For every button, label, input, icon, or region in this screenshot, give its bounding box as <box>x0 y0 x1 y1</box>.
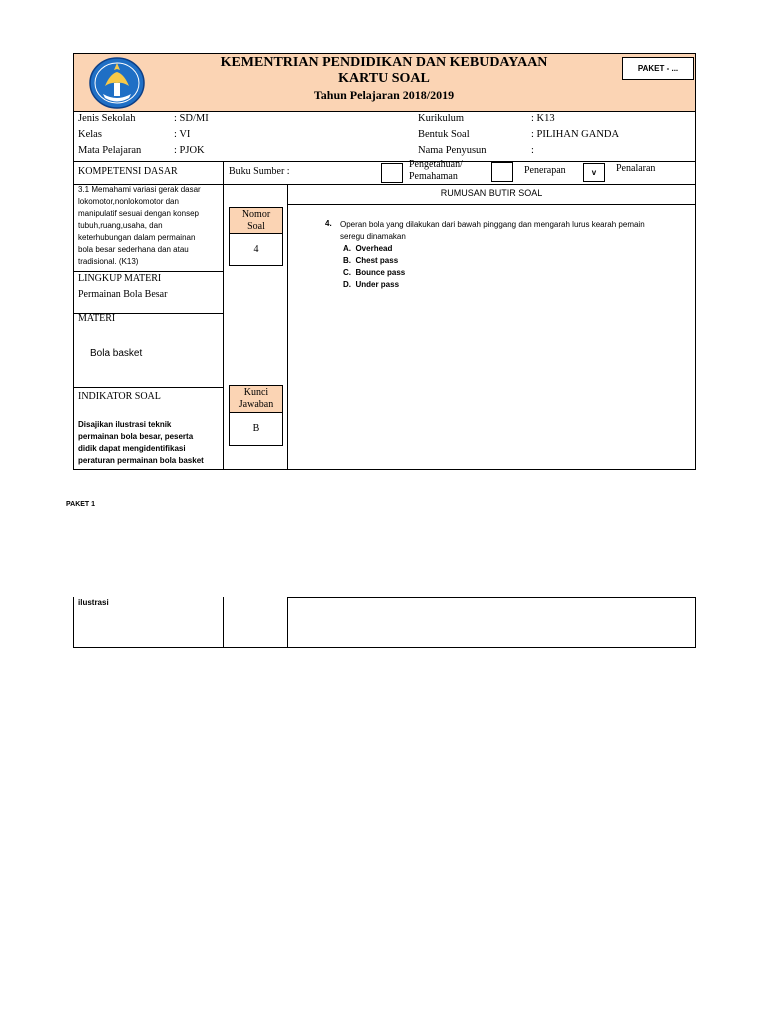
indikator-line: peraturan permainan bola basket <box>78 456 204 465</box>
option-text: Under pass <box>355 280 400 289</box>
kd-line: lokomotor,nonlokomotor dan <box>78 197 179 206</box>
card-header <box>73 53 696 112</box>
question-cell <box>287 204 696 470</box>
kd-content-cell <box>73 184 224 272</box>
ilustrasi-row <box>73 597 696 648</box>
indikator-heading: INDIKATOR SOAL <box>78 391 161 402</box>
option-letter: A. <box>343 244 351 253</box>
penerapan-checkbox <box>491 162 513 182</box>
indikator-line: didik dapat mengidentifikasi <box>78 444 186 453</box>
info-value-school: : SD/MI <box>174 113 209 124</box>
materi-value: Bola basket <box>90 348 143 359</box>
option-letter: B. <box>343 256 351 265</box>
nomor-soal-label <box>229 207 283 234</box>
rumusan-heading-cell <box>287 184 696 205</box>
soal-label-line: Soal <box>247 221 265 232</box>
lingkup-value: Permainan Bola Besar <box>78 289 168 300</box>
pengetahuan-checkbox <box>381 163 403 183</box>
option-text: Bounce pass <box>355 268 406 277</box>
question-line: Operan bola yang dilakukan dari bawah pinggang dan mengarah lurus kearah pemain <box>340 220 645 229</box>
pemahaman-line: Pemahaman <box>409 171 458 182</box>
info-label-subject: Mata Pelajaran <box>78 145 142 156</box>
info-section <box>73 112 696 162</box>
lingkup-cell <box>73 271 224 314</box>
kd-text <box>78 184 224 268</box>
ilustrasi-content-cell <box>287 597 696 647</box>
materi-heading: MATERI <box>78 313 116 324</box>
kunci-label-line: Kunci <box>243 387 269 398</box>
option-item <box>343 243 405 255</box>
nomor-label-line: Nomor <box>241 209 271 220</box>
indikator-line: permainan bola besar, peserta <box>78 432 194 441</box>
info-value-curriculum: : K13 <box>531 113 555 124</box>
option-text: Chest pass <box>355 256 399 265</box>
info-label-form: Bentuk Soal <box>418 129 470 140</box>
kd-heading-cell <box>73 162 224 185</box>
kd-heading: KOMPETENSI DASAR <box>78 166 178 177</box>
option-letter: C. <box>343 268 351 277</box>
kunci-jawaban-value: B <box>229 412 283 446</box>
rumusan-heading: RUMUSAN BUTIR SOAL <box>440 188 543 198</box>
option-letter: D. <box>343 280 351 289</box>
indikator-text <box>78 419 224 467</box>
penalaran-checkbox: v <box>583 163 605 182</box>
kd-line: tubuh,ruang,usaha, dan <box>78 221 163 230</box>
source-level-row <box>223 159 696 185</box>
option-item <box>343 267 405 279</box>
lingkup-heading: LINGKUP MATERI <box>78 273 162 284</box>
card-title: KARTU SOAL <box>338 71 430 86</box>
info-value-subject: : PJOK <box>174 145 205 156</box>
indikator-cell <box>73 387 224 470</box>
materi-cell <box>73 313 224 388</box>
pengetahuan-line: Pengetahuan/ <box>409 159 463 170</box>
kd-line: 3.1 Memahami variasi gerak dasar <box>78 185 201 194</box>
paket-1-label: PAKET 1 <box>66 501 96 508</box>
kd-line: keterhubungan dalam permainan <box>78 233 196 242</box>
info-value-author: : <box>531 145 534 156</box>
kd-line: manipulatif sesuai dengan konsep <box>78 209 199 218</box>
penerapan-label: Penerapan <box>524 165 566 176</box>
info-value-class: : VI <box>174 129 191 140</box>
nomor-soal-value: 4 <box>229 233 283 266</box>
ministry-title: KEMENTRIAN PENDIDIKAN DAN KEBUDAYAAN <box>220 55 548 70</box>
indikator-line: Disajikan ilustrasi teknik <box>78 420 172 429</box>
middle-column <box>223 184 288 470</box>
info-label-school: Jenis Sekolah <box>78 113 136 124</box>
kd-line: bola besar sederhana dan atau <box>78 245 189 254</box>
question-text <box>340 219 695 243</box>
buku-sumber: Buku Sumber : <box>229 166 290 177</box>
ilustrasi-label: ilustrasi <box>78 598 109 607</box>
ilustrasi-label-cell <box>73 597 224 647</box>
info-value-form: : PILIHAN GANDA <box>531 129 620 140</box>
info-label-curriculum: Kurikulum <box>418 113 465 124</box>
kd-line: tradisional. (K13) <box>78 257 139 266</box>
options-list <box>343 243 405 291</box>
info-label-class: Kelas <box>78 129 102 140</box>
kunci-jawaban-label <box>229 385 283 413</box>
pengetahuan-label <box>409 159 463 183</box>
penalaran-label: Penalaran <box>616 163 656 174</box>
jawaban-label-line: Jawaban <box>238 399 274 410</box>
option-item <box>343 279 405 291</box>
option-text: Overhead <box>355 244 393 253</box>
info-label-author: Nama Penyusun <box>418 145 487 156</box>
paket-box: PAKET - ... <box>622 57 694 80</box>
option-item <box>343 255 405 267</box>
question-line: seregu dinamakan <box>340 232 406 241</box>
question-number: 4. <box>325 219 332 228</box>
academic-year: Tahun Pelajaran 2018/2019 <box>313 88 455 102</box>
